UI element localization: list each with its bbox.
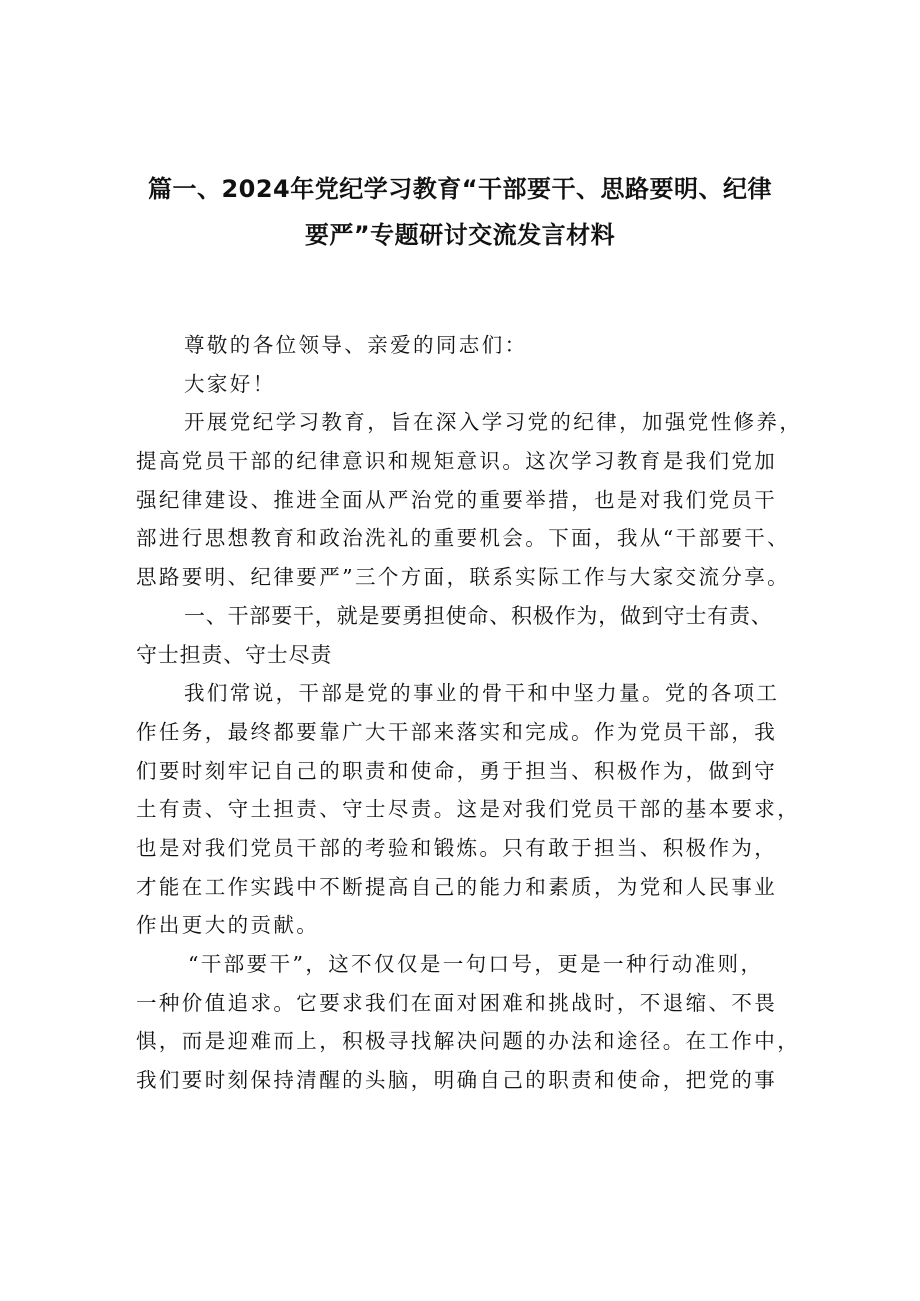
paragraph-line: 开展党纪学习教育，旨在深入学习党的纪律，加强党性修养， [184, 410, 803, 435]
paragraph-line: 部进行思想教育和政治洗礼的重要机会。下面，我从“干部要干、 [136, 526, 791, 551]
section1-paragraph-2 [136, 945, 801, 1100]
section1-paragraph-1 [136, 674, 801, 945]
section-heading-1 [136, 597, 796, 674]
document-body [136, 326, 803, 1100]
document-title [120, 166, 800, 258]
paragraph-line: 土有责、守土担责、守士尽责。这是对我们党员干部的基本要求， [136, 797, 801, 822]
paragraph-line: 我们常说，干部是党的事业的骨干和中坚力量。党的各项工 [184, 681, 780, 706]
paragraph-line: 思路要明、纪律要严”三个方面，联系实际工作与大家交流分享。 [136, 565, 791, 590]
paragraph-line: 惧，而是迎难而上，积极寻找解决问题的办法和途径。在工作中， [136, 1029, 801, 1054]
paragraph-line: 强纪律建设、推进全面从严治党的重要举措，也是对我们党员干 [136, 487, 778, 512]
salutation: 尊敬的各位领导、亲爱的同志们： [184, 333, 528, 357]
paragraph-line: 作出更大的贡献。 [136, 913, 320, 938]
paragraph-line: “干部要干”，这不仅仅是一句口号，更是一种行动准则， [188, 952, 764, 976]
heading-line: 守士担责、守士尽责 [136, 642, 333, 667]
paragraph-line: 我们要时刻保持清醒的头脑，明确自己的职责和使命，把党的事 [136, 1068, 778, 1093]
title-line-2: 要严”专题研讨交流发言材料 [304, 221, 616, 249]
paragraph-line: 提高党员干部的纪律意识和规矩意识。这次学习教育是我们党加 [136, 449, 778, 474]
title-line-1: 篇一、2024年党纪学习教育“干部要干、思路要明、纪律 [147, 175, 773, 203]
paragraph-line: 一种价值追求。它要求我们在面对困难和挑战时，不退缩、不畏 [136, 990, 778, 1015]
paragraph-line: 们要时刻牢记自己的职责和使命，勇于担当、积极作为，做到守 [136, 758, 778, 783]
heading-line: 一、干部要干，就是要勇担使命、积极作为，做到守士有责、 [184, 603, 773, 628]
paragraph-line: 作任务，最终都要靠广大干部来落实和完成。作为党员干部，我 [136, 719, 778, 744]
greeting: 大家好！ [184, 371, 276, 396]
paragraph-line: 也是对我们党员干部的考验和锻炼。只有敢于担当、积极作为， [136, 835, 778, 860]
paragraph-line: 才能在工作实践中不断提高自己的能力和素质，为党和人民事业 [136, 874, 778, 899]
intro-paragraph [136, 403, 803, 596]
